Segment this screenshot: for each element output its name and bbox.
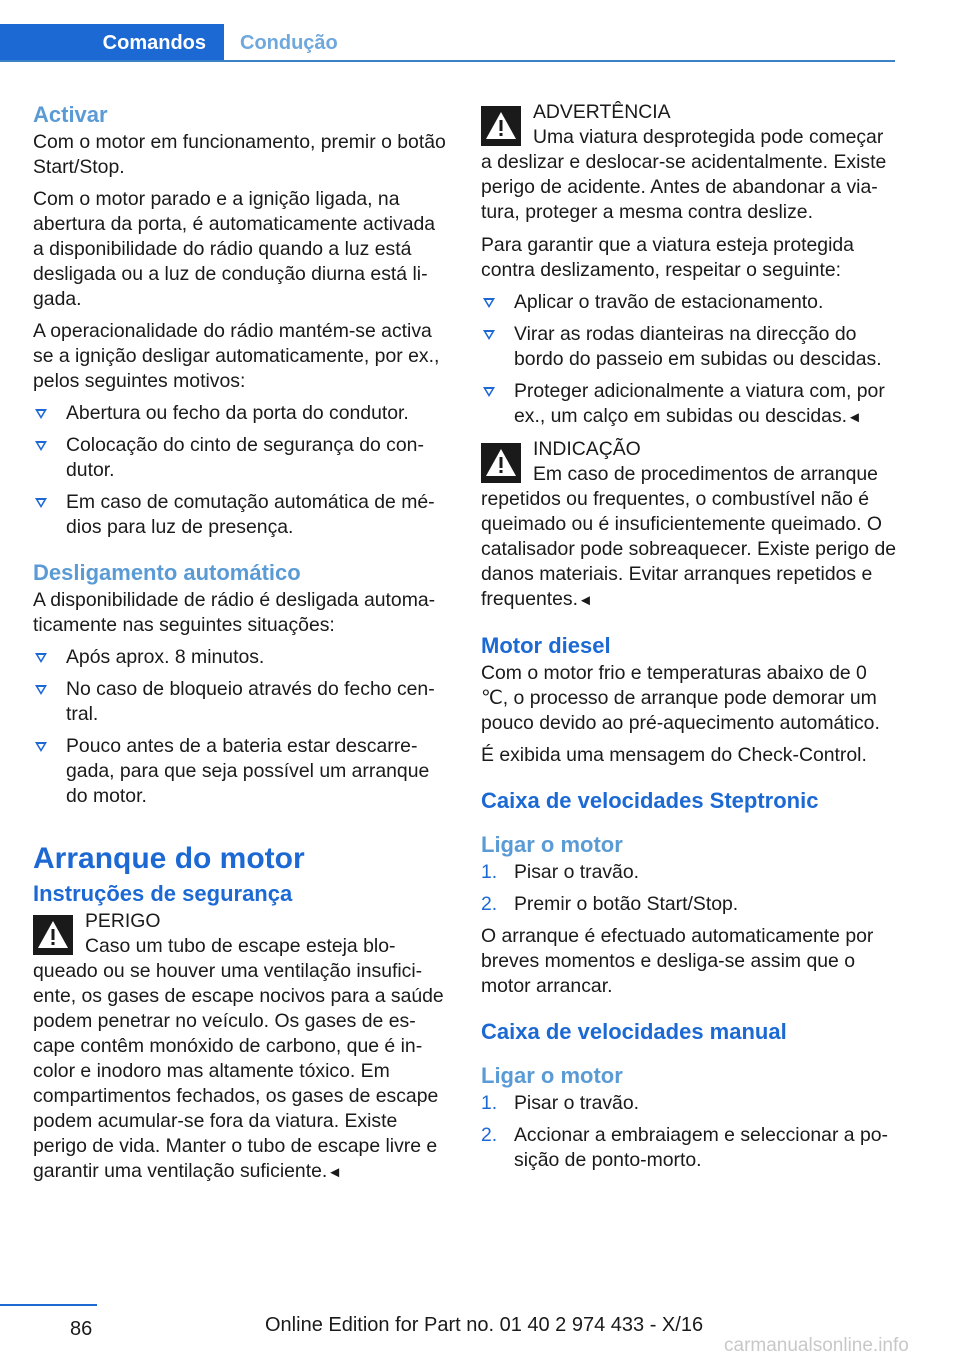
warning-title: PERIGO: [85, 910, 161, 932]
warning-perigo: [33, 909, 448, 1185]
heading-ligar-o-motor: Ligar o motor: [481, 1063, 623, 1088]
step-number: 1.: [481, 1092, 498, 1114]
left-column: [33, 100, 448, 1193]
heading-manual: Caixa de velocidades manual: [481, 1019, 787, 1044]
warning-text: Caso um tubo de escape esteja bloqueado ou se houver uma ventilação insuficiente, os gases de escape nocivos para a saúde podem penetrar no veículo. Os gases de escape contêm monóxido de carbono, que é incolor e inodoro mas altamente tóxico. Em compartimentos fechados, os gases de escape podem acumular-se fora da viatura. Existe perigo de vida. Manter o tubo de escape livre e garantir uma ventilação suficiente.: [33, 935, 444, 1182]
list-item: Pouco antes de a bateria estar descarregada, para que seja possível um arranque do motor.: [33, 734, 448, 809]
list-item: 2. Accionar a embraiagem e seleccionar a posição de ponto-morto.: [481, 1124, 889, 1171]
warning-triangle-icon: [481, 106, 521, 146]
paragraph: Com o motor frio e temperaturas abaixo de 0 ℃, o processo de arranque pode demorar um pouco devido ao pré-aquecimento automático.: [481, 662, 880, 734]
triangle-bullet-icon: [35, 653, 47, 663]
heading-desligamento: Desligamento automático: [33, 560, 301, 585]
paragraph: Com o motor parado e a ignição ligada, na abertura da porta, é automaticamente activada a disponibilidade do rádio quando a luz está desligada ou a luz de condução diurna está ligada.: [33, 188, 436, 310]
step-number: 1.: [481, 861, 498, 883]
paragraph: Com o motor em funcionamento, premir o botão Start/Stop.: [33, 131, 446, 178]
list-item: Virar as rodas dianteiras na direcção do bordo do passeio em subidas ou descidas.: [481, 322, 896, 372]
triangle-bullet-icon: [35, 409, 47, 419]
watermark: carmanualsonline.info: [724, 1335, 909, 1356]
footer-rule: [0, 1304, 97, 1306]
heading-arranque-do-motor: Arranque do motor: [33, 842, 305, 875]
paragraph: É exibida uma mensagem do Check-Control.: [481, 744, 867, 766]
end-mark: ◄: [327, 1164, 343, 1181]
tab-conducao[interactable]: Condução: [240, 31, 338, 54]
paragraph: Para garantir que a viatura esteja protegida contra deslizamento, respeitar o seguinte:: [481, 234, 854, 281]
triangle-bullet-icon: [483, 387, 495, 397]
list-item: 2. Premir o botão Start/Stop.: [481, 893, 739, 915]
warning-advertencia: [481, 100, 896, 225]
numbered-list: [481, 1091, 896, 1173]
list-item: Em caso de comutação automática de médios para luz de presença.: [33, 490, 448, 540]
triangle-bullet-icon: [35, 441, 47, 451]
triangle-bullet-icon: [483, 298, 495, 308]
heading-steptronic: Caixa de velocidades Steptronic: [481, 788, 819, 813]
warning-title: INDICAÇÃO: [533, 438, 641, 460]
list-item: Aplicar o travão de estacionamento.: [481, 290, 896, 315]
heading-motor-diesel: Motor diesel: [481, 633, 611, 658]
end-mark: ◄: [578, 592, 593, 609]
numbered-list: [481, 860, 896, 917]
list-item: No caso de bloqueio através do fecho central.: [33, 677, 448, 727]
warning-title: ADVERTÊNCIA: [533, 101, 671, 123]
edition-text: Online Edition for Part no. 01 40 2 974 433 - X/16: [265, 1314, 704, 1336]
list-item: Após aprox. 8 minutos.: [33, 645, 448, 670]
triangle-bullet-icon: [483, 330, 495, 340]
page-number: 86: [70, 1318, 93, 1340]
list-item: Proteger adicionalmente a viatura com, por ex., um calço em subidas ou descidas.◄: [481, 379, 896, 430]
warning-indicacao: [481, 437, 896, 613]
bullet-list: [481, 290, 896, 430]
right-column: [481, 100, 896, 1180]
triangle-bullet-icon: [35, 685, 47, 695]
list-item: 1. Pisar o travão.: [481, 1092, 640, 1114]
list-item: Abertura ou fecho da porta do condutor.: [33, 401, 448, 426]
bullet-list: [33, 401, 448, 540]
list-item: Colocação do cinto de segurança do condutor.: [33, 433, 448, 483]
page-header: [0, 0, 960, 64]
triangle-bullet-icon: [35, 742, 47, 752]
paragraph: A operacionalidade do rádio mantém-se activa se a ignição desligar automaticamente, por ex., pelos seguintes motivos:: [33, 320, 440, 392]
warning-text: Em caso de procedimentos de arranque repetidos ou frequentes, o combustível não é queimado ou é insuficientemente queimado. O catalisador pode sobreaquecer. Existe perigo de danos materiais. Evitar arranques repetidos e frequentes.: [481, 463, 897, 610]
heading-ligar-o-motor: Ligar o motor: [481, 832, 623, 857]
header-rule: [0, 60, 895, 62]
step-number: 2.: [481, 893, 498, 915]
heading-activar: Activar: [33, 102, 108, 127]
paragraph: A disponibilidade de rádio é desligada automaticamente nas seguintes situações:: [33, 589, 436, 636]
warning-triangle-icon: [33, 915, 73, 955]
warning-triangle-icon: [481, 443, 521, 483]
step-number: 2.: [481, 1124, 498, 1146]
paragraph: O arranque é efectuado automaticamente por breves momentos e desliga-se assim que o motor arrancar.: [481, 925, 874, 997]
triangle-bullet-icon: [35, 498, 47, 508]
bullet-list: [33, 645, 448, 809]
end-mark: ◄: [847, 409, 862, 426]
warning-text: Uma viatura desprotegida pode começar a deslizar e deslocar-se acidentalmente. Existe perigo de acidente. Antes de abandonar a viatura, proteger a mesma contra deslize.: [481, 126, 887, 223]
heading-instrucoes-seguranca: Instruções de segurança: [33, 881, 293, 906]
tab-comandos[interactable]: Comandos: [0, 24, 224, 62]
list-item: 1. Pisar o travão.: [481, 861, 640, 883]
